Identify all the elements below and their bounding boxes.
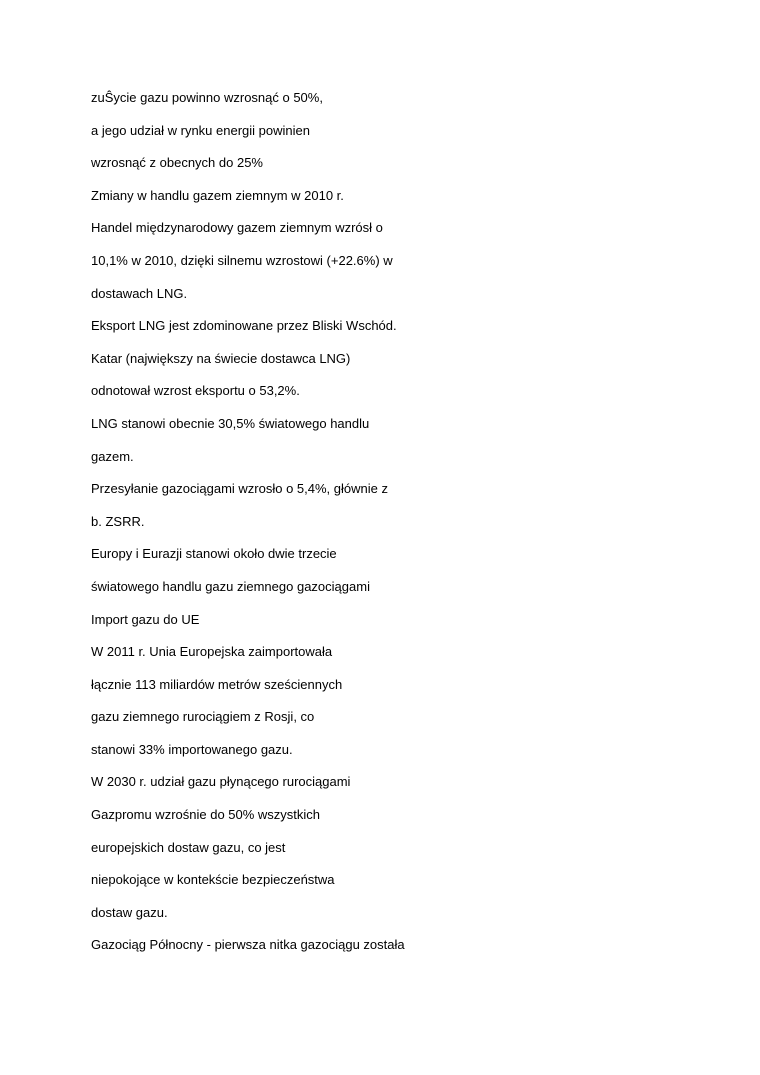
text-line: W 2030 r. udział gazu płynącego rurociągami bbox=[91, 774, 351, 790]
text-line: światowego handlu gazu ziemnego gazociągami bbox=[91, 578, 370, 594]
text-line: 10,1% w 2010, dzięki silnemu wzrostowi (+22.6%) w bbox=[91, 252, 393, 268]
text-line: odnotował wzrost eksportu o 53,2%. bbox=[91, 383, 300, 399]
text-line: LNG stanowi obecnie 30,5% światowego handlu bbox=[91, 415, 370, 431]
text-line: zuŜycie gazu powinno wzrosnąć o 50%, bbox=[91, 90, 323, 105]
text-line: Europy i Eurazji stanowi około dwie trzecie bbox=[91, 546, 337, 562]
text-line: W 2011 r. Unia Europejska zaimportowała bbox=[91, 644, 333, 660]
text-line: b. ZSRR. bbox=[91, 513, 145, 529]
text-line: gazem. bbox=[91, 448, 134, 464]
text-line: europejskich dostaw gazu, co jest bbox=[91, 839, 286, 855]
text-line: wzrosnąć z obecnych do 25% bbox=[91, 155, 263, 171]
text-line: Handel międzynarodowy gazem ziemnym wzrósł o bbox=[91, 220, 383, 236]
text-line: Zmiany w handlu gazem ziemnym w 2010 r. bbox=[91, 187, 344, 203]
text-line: Eksport LNG jest zdominowane przez Bliski Wschód. bbox=[91, 318, 397, 334]
text-line: Import gazu do UE bbox=[91, 611, 200, 627]
text-line: niepokojące w kontekście bezpieczeństwa bbox=[91, 872, 335, 888]
text-line: Przesyłanie gazociągami wzrosło o 5,4%, głównie z bbox=[91, 481, 388, 497]
document-body bbox=[91, 88, 651, 968]
text-line: a jego udział w rynku energii powinien bbox=[91, 122, 310, 138]
text-line: Gazociąg Północny - pierwsza nitka gazociągu została bbox=[91, 937, 405, 953]
text-line: Gazpromu wzrośnie do 50% wszystkich bbox=[91, 807, 321, 823]
text-line: gazu ziemnego rurociągiem z Rosji, co bbox=[91, 709, 315, 725]
text-line: Katar (największy na świecie dostawca LNG) bbox=[91, 350, 351, 366]
text-line: łącznie 113 miliardów metrów sześciennych bbox=[91, 676, 343, 692]
text-line: dostaw gazu. bbox=[91, 904, 168, 920]
text-line: dostawach LNG. bbox=[91, 285, 188, 301]
text-line: stanowi 33% importowanego gazu. bbox=[91, 741, 293, 757]
